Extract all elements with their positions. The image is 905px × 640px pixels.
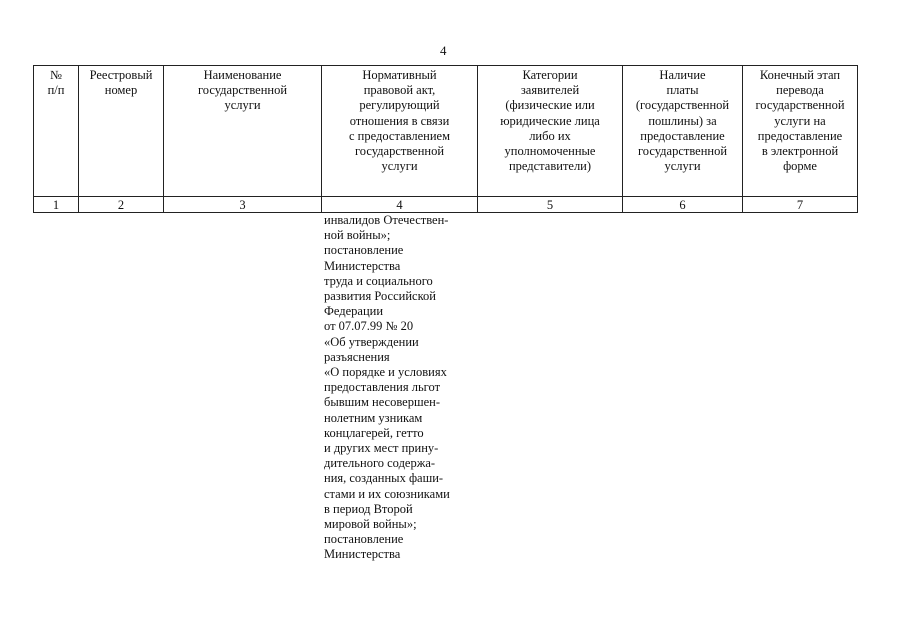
column-number-row: [34, 197, 858, 213]
column-number: 7: [743, 197, 858, 213]
header-row-number: № п/п: [34, 66, 79, 197]
header-service-name: Наименование государственной услуги: [164, 66, 322, 197]
header-fee: Наличие платы (государственной пошлины) за предоставление государственной услуги: [623, 66, 743, 197]
legal-act-continuation-text: инвалидов Отечествен- ной войны»; постановление Министерства труда и социального развития Российской Федерации от 07.07.99 № 20 «Об утверждении разъяснения «О порядке и условиях предоставления льгот бывшим несовершен- нолетним узникам концлагерей, гетто и других мест прину- дительного содержа- ния, созданных фаши- стами и их союзниками в период Второй мировой войны»; постановление Министерства: [324, 213, 450, 562]
header-applicant-categories: Категории заявителей (физические или юридические лица либо их уполномоченные представители): [478, 66, 623, 197]
column-number: 5: [478, 197, 623, 213]
header-legal-act: Нормативный правовой акт, регулирующий отношения в связи с предоставлением государственной услуги: [322, 66, 478, 197]
services-registry-table: [33, 65, 858, 213]
column-number: 3: [164, 197, 322, 213]
header-electronic-stage: Конечный этап перевода государственной услуги на предоставление в электронной форме: [743, 66, 858, 197]
column-number: 2: [79, 197, 164, 213]
page-number: 4: [440, 43, 447, 58]
column-number: 6: [623, 197, 743, 213]
column-number: 1: [34, 197, 79, 213]
header-row: [34, 66, 858, 197]
header-registry-number: Реестровый номер: [79, 66, 164, 197]
column-number: 4: [322, 197, 478, 213]
